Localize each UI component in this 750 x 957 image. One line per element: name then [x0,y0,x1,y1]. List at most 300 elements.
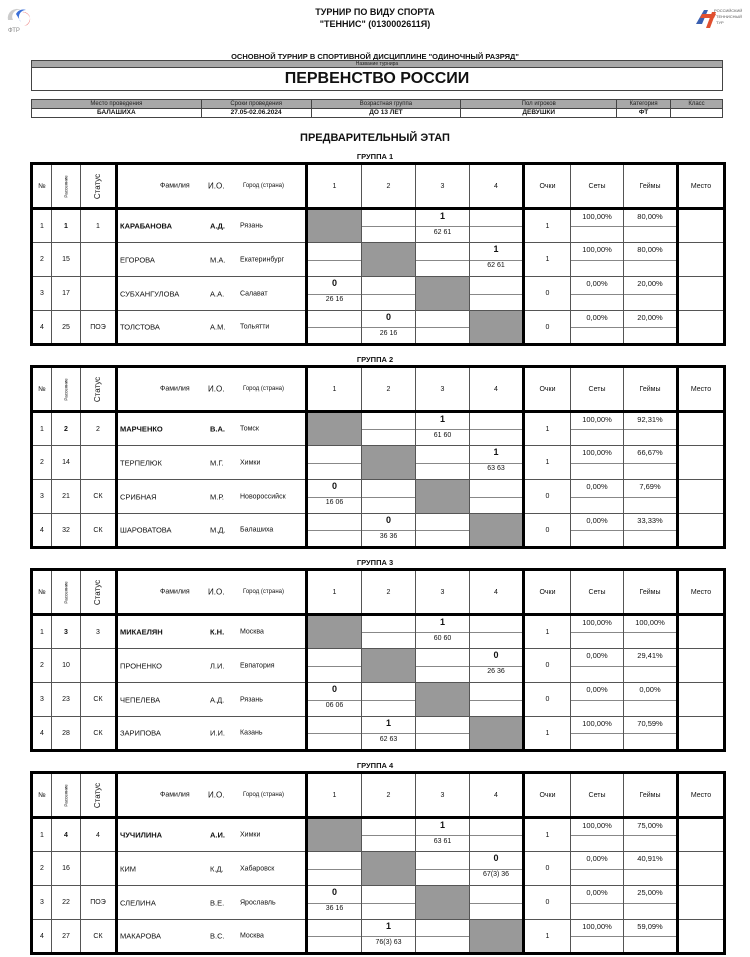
cell-divider [624,903,676,904]
cell-divider [624,260,676,261]
match-score: 06 06 [325,702,344,709]
cell-divider [308,327,361,328]
col-points: Очки [524,570,571,615]
player-points: 0 [524,311,571,345]
cell-divider [624,936,676,937]
player-initials: В.А. [210,424,225,434]
col-sets: Сеты [571,570,624,615]
stage-title: ПРЕДВАРИТЕЛЬНЫЙ ЭТАП [300,132,450,144]
match-winner-flag: 1 [385,718,391,728]
player-points: 1 [524,412,571,446]
cell-divider [470,294,522,295]
cell-divider [362,903,415,904]
player-city: Хабаровск [240,865,275,872]
cell-divider [416,835,469,836]
col-num: № [32,773,52,818]
match-result-cell [416,852,470,886]
col-points: Очки [524,367,571,412]
player-surname: КАРАБАНОВА [120,221,172,231]
col-seed-label: Рассеяние [63,377,69,401]
match-result-cell [416,311,470,345]
match-winner-flag: 1 [439,414,445,424]
cell-divider [624,463,676,464]
player-row [32,209,725,243]
match-result-cell [362,683,416,717]
player-sets [571,480,624,514]
player-games [624,514,678,548]
player-initials: В.С. [210,931,225,941]
cell-divider [624,530,676,531]
player-status [81,852,117,886]
player-seed: 23 [52,683,81,717]
player-info [117,649,307,683]
match-score: 61 60 [433,432,452,439]
player-points: 1 [524,446,571,480]
col-match-4: 4 [470,164,524,209]
player-surname: ЕГОРОВА [120,255,155,264]
cell-divider [571,226,623,227]
cell-divider [416,530,469,531]
match-result-cell [416,446,470,480]
cell-divider [362,835,415,836]
cell-divider [624,497,676,498]
player-info [117,446,307,480]
player-num: 1 [32,209,52,243]
cell-divider [308,700,361,701]
match-result-cell [470,277,524,311]
player-points: 1 [524,717,571,751]
games-value: 80,00% [637,245,663,254]
cell-divider [571,497,623,498]
player-seed: 27 [52,920,81,954]
match-result-cell [362,209,416,243]
self-match-cell [470,311,524,345]
self-match-cell [307,615,362,649]
col-seed-label: Рассеяние [63,580,69,604]
col-match-2: 2 [362,773,416,818]
player-place [678,886,725,920]
player-surname: ТОЛСТОВА [120,322,160,332]
player-city: Рязань [240,696,263,703]
col-initials: И.О. [208,384,225,394]
games-value: 100,00% [635,618,665,627]
match-winner-flag: 0 [331,887,337,897]
games-value: 33,33% [637,516,663,525]
cell-divider [308,530,361,531]
player-seed: 2 [52,412,81,446]
player-games [624,277,678,311]
match-result-cell [307,480,362,514]
cell-divider [470,632,522,633]
player-row [32,683,725,717]
player-initials: М.Г. [210,458,224,467]
match-result-cell [470,209,524,243]
games-value: 75,00% [637,821,663,830]
col-player [117,367,307,412]
title-line-1: ТУРНИР ПО ВИДУ СПОРТА [315,7,435,17]
group-table [30,365,726,549]
col-match-1: 1 [307,570,362,615]
match-result-cell [470,886,524,920]
player-num: 3 [32,277,52,311]
player-row [32,920,725,954]
player-city: Новороссийск [240,493,286,500]
player-sets [571,852,624,886]
match-result-cell [307,920,362,954]
cell-divider [362,226,415,227]
player-status: СК [81,514,117,548]
match-winner-flag: 0 [331,481,337,491]
player-info [117,920,307,954]
cell-divider [416,936,469,937]
player-seed: 15 [52,243,81,277]
player-num: 1 [32,818,52,852]
player-sets [571,615,624,649]
player-seed: 3 [52,615,81,649]
tournament-info-table [31,99,723,118]
match-winner-flag: 0 [331,684,337,694]
player-city: Евпатория [240,662,275,669]
match-result-cell [362,514,416,548]
player-sets [571,446,624,480]
cell-divider [416,632,469,633]
self-match-cell [362,852,416,886]
sets-value: 0,00% [586,888,608,897]
col-match-4: 4 [470,367,524,412]
cell-divider [624,226,676,227]
tournament-name: ПЕРВЕНСТВО РОССИИ [284,70,470,87]
match-result-cell [362,717,416,751]
player-surname: СЛЕЛИНА [120,898,156,907]
player-status: СК [81,480,117,514]
player-place [678,514,725,548]
player-status: СК [81,920,117,954]
cell-divider [571,666,623,667]
player-place [678,412,725,446]
player-seed: 10 [52,649,81,683]
cell-divider [470,497,522,498]
games-value: 92,31% [637,415,663,424]
player-seed: 16 [52,852,81,886]
cell-divider [571,903,623,904]
player-place [678,717,725,751]
self-match-cell [416,683,470,717]
svg-text:ТУР: ТУР [716,20,724,25]
player-place [678,649,725,683]
group-table [30,771,726,955]
player-points: 0 [524,852,571,886]
player-sets [571,412,624,446]
cell-divider [362,733,415,734]
player-games [624,243,678,277]
match-score: 26 16 [379,330,398,337]
player-games [624,446,678,480]
match-winner-flag: 1 [439,617,445,627]
sets-value: 0,00% [586,516,608,525]
col-match-4: 4 [470,773,524,818]
player-status: ПОЭ [81,311,117,345]
gender-label: Пол игроков [461,100,617,109]
player-num: 1 [32,615,52,649]
player-row [32,615,725,649]
player-num: 3 [32,480,52,514]
col-city: Город (страна) [243,183,284,189]
col-match-3: 3 [416,367,470,412]
player-place [678,277,725,311]
col-num: № [32,367,52,412]
player-games [624,311,678,345]
group-table [30,568,726,752]
match-score: 16 06 [325,499,344,506]
cell-divider [416,869,469,870]
col-player [117,773,307,818]
col-match-4: 4 [470,570,524,615]
player-games [624,852,678,886]
match-score: 67(3) 36 [482,871,510,878]
match-result-cell [307,243,362,277]
player-games [624,683,678,717]
player-initials: М.Р. [210,492,225,501]
player-initials: А.А. [210,289,225,298]
self-match-cell [470,920,524,954]
games-value: 0,00% [639,685,661,694]
match-score: 26 16 [325,296,344,303]
player-row [32,852,725,886]
class-label: Класс [671,100,723,109]
player-info [117,852,307,886]
col-status [81,367,117,412]
player-initials: М.А. [210,255,226,264]
cell-divider [362,700,415,701]
match-result-cell [307,852,362,886]
player-info [117,412,307,446]
cell-divider [624,294,676,295]
match-winner-flag: 1 [493,447,499,457]
player-place [678,311,725,345]
player-num: 3 [32,886,52,920]
cell-divider [416,666,469,667]
player-info [117,514,307,548]
cell-divider [470,869,522,870]
self-match-cell [470,514,524,548]
player-status: ПОЭ [81,886,117,920]
match-result-cell [307,886,362,920]
player-seed: 21 [52,480,81,514]
player-num: 2 [32,243,52,277]
match-result-cell [362,412,416,446]
sets-value: 0,00% [586,279,608,288]
player-surname: МИКАЕЛЯН [120,627,163,637]
cell-divider [624,632,676,633]
cell-divider [362,497,415,498]
class-value [671,109,723,118]
cell-divider [308,869,361,870]
match-result-cell [416,615,470,649]
cell-divider [571,429,623,430]
match-winner-flag: 1 [439,211,445,221]
match-result-cell [362,886,416,920]
col-match-2: 2 [362,367,416,412]
player-sets [571,243,624,277]
col-status-label: Статус [93,782,103,808]
col-city: Город (страна) [243,792,284,798]
cell-divider [362,294,415,295]
match-result-cell [362,615,416,649]
player-surname: СУБХАНГУЛОВА [120,289,180,298]
player-points: 0 [524,514,571,548]
match-score: 62 61 [433,229,452,236]
player-initials: Л.И. [210,661,225,670]
match-winner-flag: 0 [331,278,337,288]
age-group-value: ДО 13 ЛЕТ [311,109,461,118]
games-value: 7,69% [639,482,661,491]
player-status [81,649,117,683]
cell-divider [416,226,469,227]
match-result-cell [416,514,470,548]
player-surname: ШАРОВАТОВА [120,525,172,535]
player-row [32,649,725,683]
player-initials: К.Д. [210,864,224,873]
match-winner-flag: 1 [439,820,445,830]
cell-divider [416,429,469,430]
cell-divider [362,936,415,937]
games-value: 66,67% [637,448,663,457]
self-match-cell [307,818,362,852]
player-seed: 25 [52,311,81,345]
player-surname: МАРЧЕНКО [120,424,163,434]
player-status: 3 [81,615,117,649]
col-seed-label: Рассеяние [63,174,69,198]
col-match-3: 3 [416,570,470,615]
col-match-1: 1 [307,367,362,412]
player-num: 4 [32,514,52,548]
player-games [624,209,678,243]
match-result-cell [416,717,470,751]
player-status: 2 [81,412,117,446]
self-match-cell [416,277,470,311]
player-surname: ЗАРИПОВА [120,728,161,738]
cell-divider [308,666,361,667]
match-result-cell [307,277,362,311]
sets-value: 100,00% [582,245,612,254]
cell-divider [571,530,623,531]
match-score: 63 61 [433,838,452,845]
player-seed: 17 [52,277,81,311]
dates-value: 27.05-02.06.2024 [201,109,311,118]
col-city: Город (страна) [243,386,284,392]
player-points: 0 [524,683,571,717]
player-sets [571,683,624,717]
player-city: Ярославль [240,899,276,906]
cell-divider [624,429,676,430]
group-title: ГРУППА 1 [356,152,394,161]
player-info [117,818,307,852]
player-surname: КИМ [120,864,137,873]
col-match-1: 1 [307,773,362,818]
sets-value: 0,00% [586,685,608,694]
player-row [32,480,725,514]
player-row [32,717,725,751]
group-table [30,162,726,346]
col-surname: Фамилия [160,791,190,799]
col-surname: Фамилия [160,385,190,393]
sets-value: 0,00% [586,651,608,660]
col-seed-label: Рассеяние [63,783,69,807]
document-title [0,6,750,30]
player-num: 3 [32,683,52,717]
cell-divider [308,497,361,498]
player-points: 0 [524,649,571,683]
player-surname: ТЕРПЕЛЮК [120,458,162,467]
match-result-cell [307,717,362,751]
cell-divider [624,869,676,870]
sets-value: 100,00% [582,212,612,221]
col-match-2: 2 [362,570,416,615]
player-sets [571,886,624,920]
player-num: 4 [32,920,52,954]
player-num: 2 [32,446,52,480]
match-result-cell [307,311,362,345]
cell-divider [571,260,623,261]
player-seed: 14 [52,446,81,480]
player-seed: 28 [52,717,81,751]
sets-value: 100,00% [582,922,612,931]
col-initials: И.О. [208,790,225,800]
match-result-cell [470,818,524,852]
cell-divider [624,733,676,734]
player-row [32,818,725,852]
player-city: Томск [240,425,259,433]
sets-value: 0,00% [586,313,608,322]
col-place: Место [678,164,725,209]
player-info [117,243,307,277]
player-place [678,852,725,886]
cell-divider [470,463,522,464]
cell-divider [308,733,361,734]
self-match-cell [362,446,416,480]
player-row [32,243,725,277]
cell-divider [362,632,415,633]
match-result-cell [307,683,362,717]
col-place: Место [678,570,725,615]
col-status [81,570,117,615]
cell-divider [624,835,676,836]
match-result-cell [307,649,362,683]
match-result-cell [362,311,416,345]
player-initials: И.И. [210,728,225,738]
player-city: Рязань [240,222,263,230]
self-match-cell [416,886,470,920]
col-match-2: 2 [362,164,416,209]
sets-value: 100,00% [582,719,612,728]
player-place [678,683,725,717]
cell-divider [470,666,522,667]
match-score: 76(3) 63 [375,939,402,946]
cell-divider [571,294,623,295]
dates-label: Сроки проведения [201,100,311,109]
match-result-cell [470,852,524,886]
match-result-cell [362,480,416,514]
player-city: Химки [240,831,261,839]
player-games [624,412,678,446]
match-winner-flag: 1 [493,244,499,254]
match-winner-flag: 0 [493,853,499,863]
player-status [81,243,117,277]
player-place [678,480,725,514]
player-games [624,818,678,852]
player-info [117,886,307,920]
col-sets: Сеты [571,773,624,818]
